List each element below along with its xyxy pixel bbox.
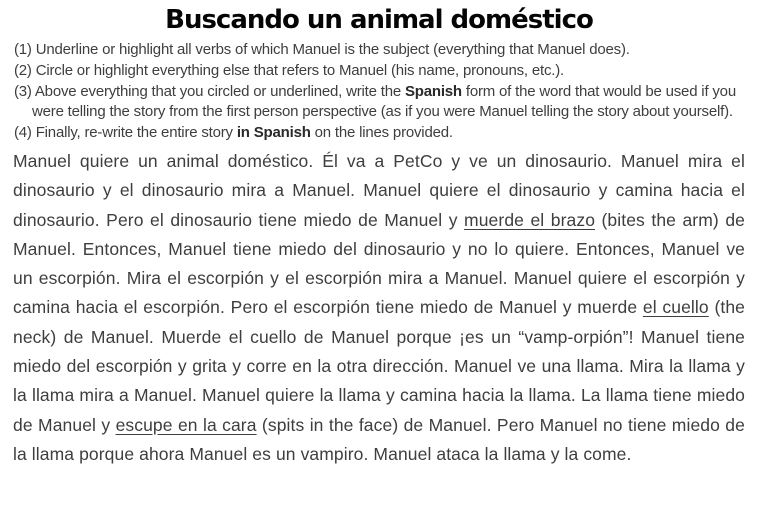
story-segment: (the neck) de Manuel. Muerde el cuello de Manuel porque ¡es un “vamp-orpión”! Manuel tiene miedo del escorpión y grita y corre en la otra dirección. Manuel ve una llama. Mira la llama y la llama mira a Manuel. Manuel quiere la llama y camina hacia la llama. La llama tiene miedo de Manuel y (13, 297, 745, 435)
story-underlined-phrase-el-cuello: el cuello (642, 297, 709, 318)
page-title: Buscando un animal doméstico (165, 5, 593, 35)
story-paragraph (13, 147, 745, 469)
instruction-3-number: (3) (14, 82, 32, 100)
instruction-3-bold-word: Spanish (404, 82, 462, 100)
instruction-3-text-pre: Above everything that you circled or underlined, write the (34, 82, 405, 100)
instruction-4-bold-phrase: in Spanish (236, 124, 311, 142)
instruction-item-4 (14, 123, 748, 144)
instructions-block (14, 40, 748, 144)
instruction-item-3 (14, 82, 748, 124)
instruction-4-text-pre: Finally, re-write the entire story (35, 124, 237, 142)
instruction-2-text: Circle or highlight everything else that refers to Manuel (his name, pronouns, etc.). (35, 61, 564, 79)
instruction-3-text-post: form of the word that would be used if you were telling the story from the first person perspective (as if you were Manuel telling the story about yourself). (32, 82, 736, 121)
instruction-item-1 (14, 40, 748, 61)
story-segment: (spits in the face) de Manuel. Pero Manuel no tiene miedo de la llama porque ahora Manuel es un vampiro. Manuel ataca la llama y la come. (13, 414, 745, 464)
story-segment: Manuel quiere un animal doméstico. Él va a PetCo y ve un dinosaurio. Manuel mira el dinosaurio y el dinosaurio mira a Manuel. Manuel quiere el dinosaurio y camina hacia el dinosaurio. Pero el dinosaurio tiene miedo de Manuel y (13, 150, 745, 230)
story-segment: (bites the arm) de Manuel. Entonces, Manuel tiene miedo del dinosaurio y no lo quiere. Entonces, Manuel ve un escorpión. Mira el escorpión y el escorpión mira a Manuel. Manuel quiere el escorpión y camina hacia el escorpión. Pero el escorpión tiene miedo de Manuel y muerde (13, 209, 745, 318)
story-underlined-phrase-muerde-el-brazo: muerde el brazo (464, 209, 596, 230)
instruction-1-number: (1) (14, 41, 32, 58)
instruction-4-number: (4) (14, 124, 32, 142)
instruction-item-2 (14, 61, 748, 82)
instruction-4-text-post: on the lines provided. (310, 124, 453, 142)
story-underlined-phrase-escupe-en-la-cara: escupe en la cara (115, 414, 257, 435)
instruction-2-number: (2) (14, 61, 32, 79)
instruction-1-text: Underline or highlight all verbs of which Manuel is the subject (everything that Manuel does). (35, 41, 630, 58)
